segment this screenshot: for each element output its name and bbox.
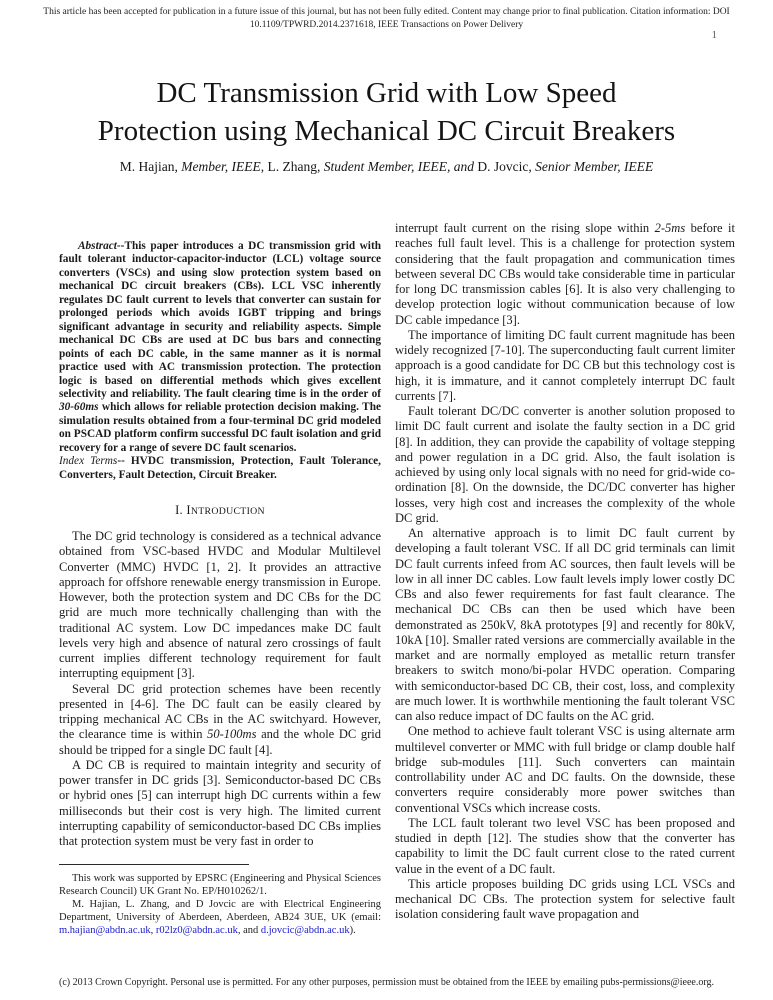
footnote-divider	[59, 864, 249, 865]
text-segment: Senior Member, IEEE	[535, 159, 654, 174]
text-segment: I. I	[175, 503, 191, 518]
body-paragraph-6	[395, 816, 735, 877]
text-segment: D. Jovcic,	[477, 159, 536, 174]
body-paragraph-1	[395, 221, 735, 328]
text-segment: , L. Zhang,	[260, 159, 324, 174]
text-segment: The importance of limiting DC fault current magnitude has been widely recognized [7-10]. The superconducting fault current limiter approach is a good candidate for DC CB but this technology cost is high, it is immature, and it cannot completely interrupt DC fault currents [7].	[395, 327, 735, 403]
first-page-footnote	[59, 864, 381, 937]
text-segment: An alternative approach is to limit DC fault current by developing a fault tolerant VSC. If all DC grid terminals can limit DC fault currents infeed from AC sources, then fault levels will be low in all inner DC cables. Low fault levels imply lower costly DC CBs and also fewer requirements for fast fault clearance. The mechanical DC CBs can then be used which have been demonstrated as 250kV, 8kA prototypes [9] and recently for 80kV, 10kA [10]. Smaller rated versions are commercially available in the market and are normally employed as metallic return transfer breakers to switch mono/bi-polar HVDC operation. Comparing with semiconductor-based DC CB, their cost, loss, and complexity are much lower. It is worthwhile mentioning the fault tolerant VSC can also reduce impact of DC faults on the AC grid.	[395, 526, 735, 723]
email-link[interactable]: m.hajian@abdn.ac.uk	[59, 925, 151, 936]
footnote-funding	[59, 872, 381, 898]
section-heading-introduction	[59, 503, 381, 518]
text-segment: Several DC grid protection schemes have been recently presented in [4-6]. The DC fault can be easily cleared by tripping mechanical AC CBs in the AC switchyard. However, the clearance time is within	[59, 681, 381, 742]
text-segment: Abstract	[78, 240, 117, 252]
body-paragraph-3	[395, 404, 735, 526]
two-column-body	[59, 221, 735, 937]
text-segment: NTRODUCTION	[190, 506, 265, 518]
paper-title-line2: Protection using Mechanical DC Circuit Breakers	[97, 115, 676, 147]
text-segment: interrupt fault current on the rising slope within	[395, 221, 655, 235]
copyright-footer: (c) 2013 Crown Copyright. Personal use is permitted. For any other purposes, permission must be obtained from the IEEE by emailing pubs-permissions@ieee.org.	[58, 977, 715, 988]
text-segment: A DC CB is required to maintain integrity and security of power transfer in DC grids [3]. Semiconductor-based DC CBs or hybrid ones [5] can interrupt high DC currents within a few milliseconds but their cost is very high. The limited current interrupting capability of semiconductor-based DC CBs implies that protection system must be very fast in order to	[59, 757, 381, 849]
text-segment: This work was supported by EPSRC (Engineering and Physical Sciences Research Council) UK Grant No. EP/H010262/1.	[59, 873, 381, 897]
intro-paragraph-3	[59, 758, 381, 850]
publication-notice	[36, 6, 737, 32]
body-paragraph-7	[395, 877, 735, 923]
text-segment: Index Terms	[59, 455, 118, 468]
publication-notice-line2: 10.1109/TPWRD.2014.2371618, IEEE Transactions on Power Delivery	[249, 20, 524, 30]
text-segment: which allows for reliable protection decision making. The simulation results obtained from a four-terminal DC grid modeled on PSCAD platform confirm successful DC fault isolation and grid recovery for a range of severe DC fault scenarios.	[59, 401, 381, 454]
text-segment: M. Hajian,	[119, 159, 182, 174]
intro-paragraph-1	[59, 529, 381, 682]
page-number: 1	[711, 29, 717, 41]
text-segment: Student Member, IEEE, and	[323, 159, 478, 174]
text-segment: , and	[237, 925, 261, 936]
body-paragraph-2	[395, 328, 735, 404]
footnote-affiliation	[59, 898, 381, 937]
body-paragraph-4	[395, 526, 735, 724]
text-segment: The DC grid technology is considered as a technical advance obtained from VSC-based HVDC and Modular Multilevel Converter (MMC) HVDC [1, 2]. It provides an attractive approach for offshore renewable energy transmission in Europe. However, both the protection system and DC CBs for the DC grid are much more technically challenging than with the traditional AC system. Low DC impedances make DC fault levels very high and absence of natural zero crossings of fault current implies different technology requirement for fault interrupting equipment [3].	[59, 529, 381, 681]
publication-notice-line1: This article has been accepted for publication in a future issue of this journal, but has not been fully edited. Content may change prior to final publication. Citation information: DOI	[43, 7, 730, 17]
text-segment: The LCL fault tolerant two level VSC has been proposed and studied in depth [12]. The studies show that the converter has capability to limit the DC fault current close to the rated current value in the event of a DC fault.	[395, 815, 735, 876]
author-byline	[20, 159, 753, 175]
intro-paragraph-2	[59, 682, 381, 758]
text-segment: 50-100ms	[207, 727, 257, 742]
email-link[interactable]: r02lz0@abdn.ac.uk	[155, 925, 238, 936]
text-segment: Member, IEEE	[181, 159, 261, 174]
text-segment: M. Hajian, L. Zhang, and D Jovcic are with Electrical Engineering Department, University of Aberdeen, Aberdeen, AB24 3UE, UK (email:	[59, 899, 381, 923]
text-segment: ,	[150, 925, 156, 936]
right-column	[395, 221, 735, 923]
paper-title-line1: DC Transmission Grid with Low Speed	[156, 77, 617, 109]
body-paragraph-5	[395, 724, 735, 816]
text-segment: -- HVDC transmission, Protection, Fault Tolerance, Converters, Fault Detection, Circuit Breaker.	[59, 455, 381, 481]
email-link[interactable]: d.jovcic@abdn.ac.uk	[260, 925, 350, 936]
index-terms	[59, 455, 381, 482]
text-segment: before it reaches full fault level. This is a challenge for protection system considering that the fault propagation and communication times between several DC CBs would take considerable time in particular for long DC transmission cables [6]. It is also very challenging to develop protection logic without communication because of low DC cable impedance [3].	[395, 221, 735, 327]
text-segment: --This paper introduces a DC transmission grid with fault tolerant inductor-capacitor-inductor (LCL) voltage source converters (VSCs) and using slow protection system based on mechanical DC circuit breakers (CBs). LCL VSC inherently regulates DC fault current to levels that converter can sustain for prolonged periods which avoids IGBT tripping and brings significant advantage in security and reliability aspects. Simple mechanical DC CBs are used at DC bus bars and connecting points of each DC cable, in the same manner as it is normal practice used with AC transmission protection. The protection logic is based on differential methods which gives excellent selectivity and reliability. The fault clearing time is in the order of	[59, 240, 381, 400]
text-segment: 2-5ms	[654, 221, 686, 235]
paper-title	[20, 74, 753, 150]
left-column	[59, 221, 381, 937]
text-segment: 30-60ms	[59, 401, 99, 414]
text-segment: and the whole DC grid should be tripped for a single DC fault [4].	[59, 727, 381, 757]
abstract-paragraph	[59, 240, 381, 455]
text-segment: Fault tolerant DC/DC converter is another solution proposed to limit DC fault current and isolate the faulty section in a DC grid [8]. In addition, they can provide the capability of voltage stepping and power regulation in a DC grid. Also, the fault isolation is achieved by using only local signals with no need for grid-wide co-ordination [8]. On the downside, the DC/DC converter has higher losses, very high cost and increases the complexity of the whole DC grid.	[395, 404, 735, 525]
text-segment: ).	[349, 925, 356, 936]
text-segment: This article proposes building DC grids using LCL VSCs and mechanical DC CBs. The protection system for selective fault isolation considering fault wave propagation and	[395, 876, 735, 922]
text-segment: One method to achieve fault tolerant VSC is using alternate arm multilevel converter or MMC with full bridge or clamp double half bridge sub-modules [11]. Such converters can maintain controllability under AC and DC faults. On the downside, these converters require considerably more power switches than conventional VSCs which increase costs.	[395, 724, 735, 815]
